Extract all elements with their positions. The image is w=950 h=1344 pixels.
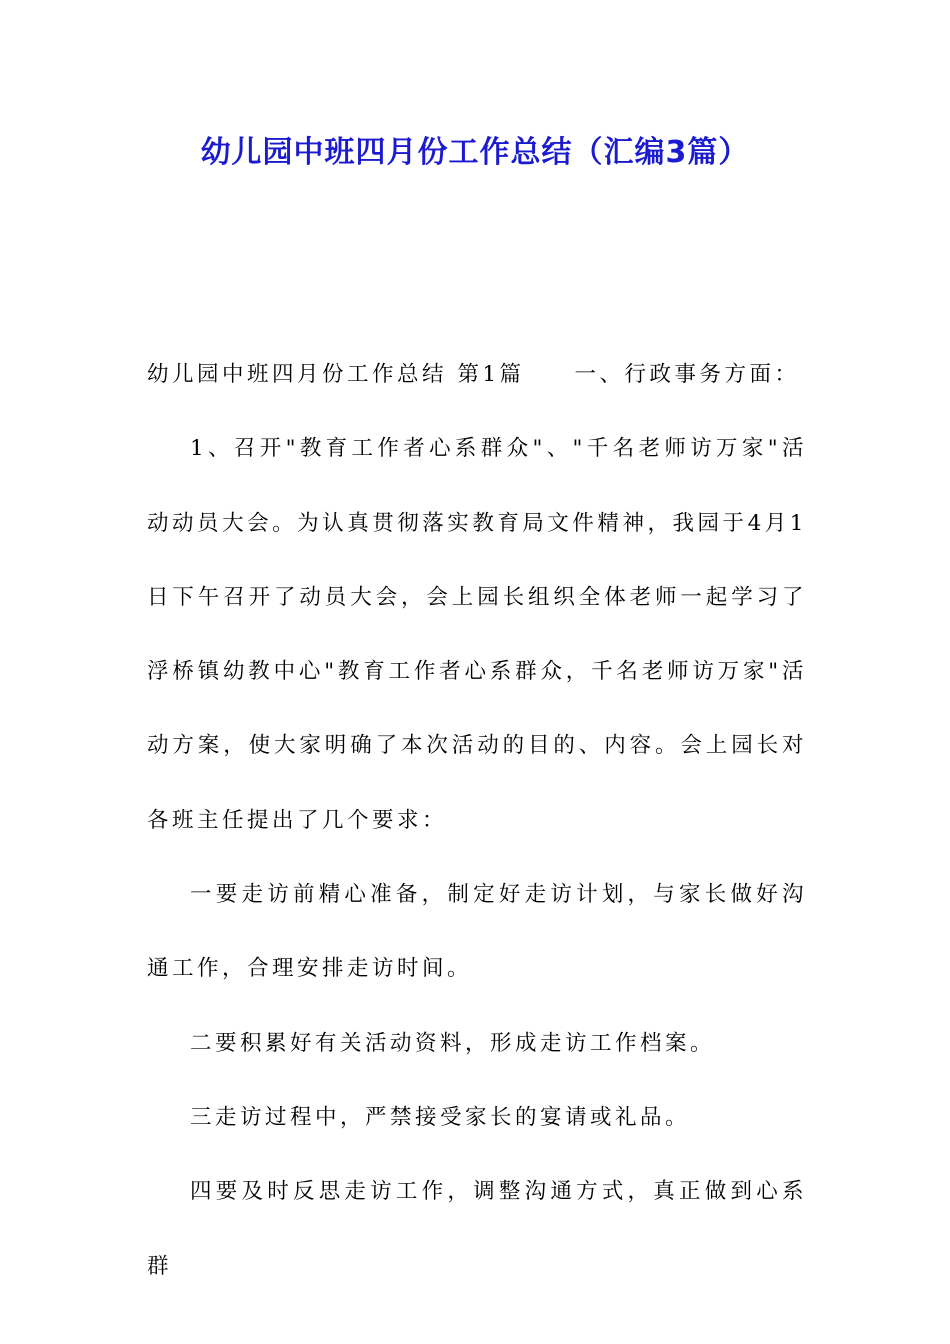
paragraph-5: 四要及时反思走访工作，调整沟通方式，真正做到心系群 xyxy=(147,1179,807,1279)
document-body xyxy=(147,338,807,1304)
paragraph-1: 1、召开"教育工作者心系群众"、"千名老师访万家"活动动员大会。为认真贯彻落实教育局文件精神，我园于4月1日下午召开了动员大会，会上园长组织全体老师一起学习了浮桥镇幼教中心"教育工作者心系群众，千名老师访万家"活动方案，使大家明确了本次活动的目的、内容。会上园长对各班主任提出了几个要求： xyxy=(147,436,807,833)
document-title: 幼儿园中班四月份工作总结（汇编3篇） xyxy=(200,135,750,170)
paragraph-4: 三走访过程中，严禁接受家长的宴请或礼品。 xyxy=(190,1104,691,1130)
section-heading: 一、行政事务方面： xyxy=(574,362,800,387)
section-heading-line xyxy=(147,338,807,412)
paragraph-2: 一要走访前精心准备，制定好走访计划，与家长做好沟通工作，合理安排走访时间。 xyxy=(147,882,807,982)
paragraph-3: 二要积累好有关活动资料，形成走访工作档案。 xyxy=(190,1030,716,1056)
section-label: 幼儿园中班四月份工作总结 第1篇 xyxy=(147,362,525,387)
